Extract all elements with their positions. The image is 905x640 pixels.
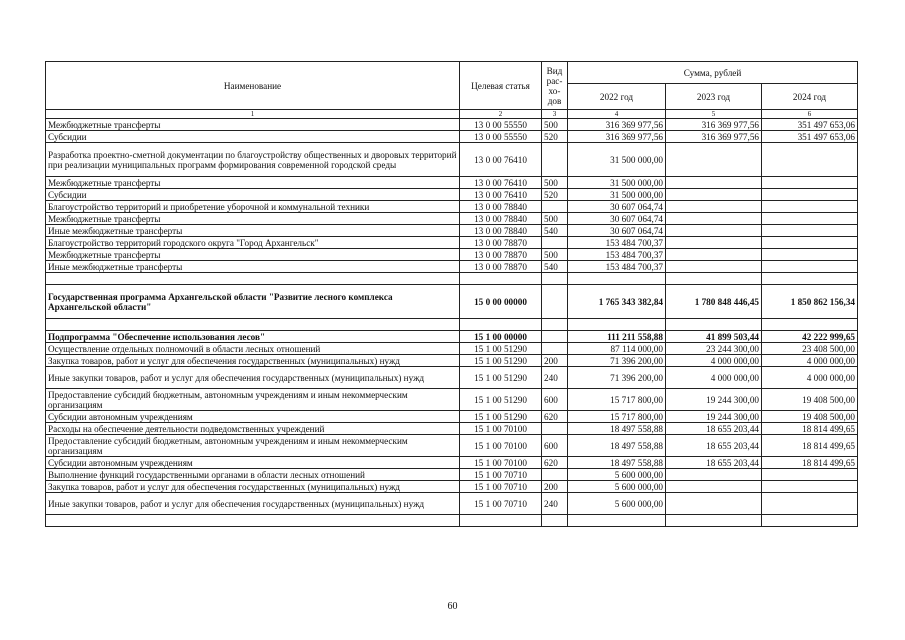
col-number-6: 6: [762, 110, 858, 119]
cell-vid: [542, 469, 568, 481]
cell-name: [46, 273, 460, 285]
table-row: [46, 457, 858, 469]
cell-name: Подпрограмма "Обеспечение использования лесов": [46, 331, 460, 343]
cell-code: 13 0 00 76410: [460, 177, 542, 189]
cell-s2024: 19 408 500,00: [762, 389, 858, 411]
col-number-5: 5: [666, 110, 762, 119]
cell-name: Выполнение функций государственными органами в области лесных отношений: [46, 469, 460, 481]
table-row: [46, 189, 858, 201]
cell-s2022: 30 607 064,74: [568, 213, 666, 225]
cell-s2022: 18 497 558,88: [568, 423, 666, 435]
cell-s2024: [762, 189, 858, 201]
cell-vid: 200: [542, 481, 568, 493]
cell-code: 13 0 00 78870: [460, 237, 542, 249]
cell-s2023: 4 000 000,00: [666, 355, 762, 367]
cell-s2023: [666, 319, 762, 331]
cell-s2022: 5 600 000,00: [568, 481, 666, 493]
cell-name: Государственная программа Архангельской области "Развитие лесного комплекса Архангельской области": [46, 285, 460, 319]
cell-vid: [542, 143, 568, 177]
cell-code: 15 1 00 70710: [460, 469, 542, 481]
col-header-2023: 2023 год: [666, 84, 762, 110]
cell-vid: [542, 423, 568, 435]
cell-s2022: 18 497 558,88: [568, 457, 666, 469]
cell-s2024: [762, 319, 858, 331]
cell-s2022: 71 396 200,00: [568, 355, 666, 367]
cell-name: Иные межбюджетные трансферты: [46, 261, 460, 273]
col-number-2: 2: [460, 110, 542, 119]
col-number-1: 1: [46, 110, 460, 119]
col-header-article: Целевая статья: [460, 62, 542, 110]
cell-s2023: [666, 201, 762, 213]
cell-name: [46, 515, 460, 527]
table-row: [46, 389, 858, 411]
cell-s2023: [666, 143, 762, 177]
cell-vid: [542, 319, 568, 331]
cell-code: 13 0 00 55550: [460, 131, 542, 143]
cell-name: Иные закупки товаров, работ и услуг для обеспечения государственных (муниципальных) нужд: [46, 367, 460, 389]
cell-code: 15 1 00 00000: [460, 331, 542, 343]
cell-s2022: 5 600 000,00: [568, 469, 666, 481]
cell-s2023: 18 655 203,44: [666, 423, 762, 435]
cell-s2024: 18 814 499,65: [762, 457, 858, 469]
cell-s2024: 1 850 862 156,34: [762, 285, 858, 319]
cell-s2024: [762, 213, 858, 225]
cell-s2024: 351 497 653,06: [762, 131, 858, 143]
cell-s2024: [762, 469, 858, 481]
cell-s2024: [762, 177, 858, 189]
cell-vid: 620: [542, 411, 568, 423]
cell-name: Предоставление субсидий бюджетным, автономным учреждениям и иным некоммерческим организациям: [46, 435, 460, 457]
cell-vid: 520: [542, 131, 568, 143]
cell-name: Благоустройство территорий городского округа "Город Архангельск": [46, 237, 460, 249]
cell-vid: 620: [542, 457, 568, 469]
cell-code: [460, 273, 542, 285]
cell-s2024: 19 408 500,00: [762, 411, 858, 423]
cell-s2023: 23 244 300,00: [666, 343, 762, 355]
table-row: [46, 411, 858, 423]
header-row-1: [46, 62, 858, 84]
budget-table: [45, 61, 858, 527]
cell-s2022: 5 600 000,00: [568, 493, 666, 515]
cell-name: Иные закупки товаров, работ и услуг для обеспечения государственных (муниципальных) нужд: [46, 493, 460, 515]
table-row: [46, 435, 858, 457]
cell-code: 13 0 00 78840: [460, 201, 542, 213]
cell-code: 15 1 00 70100: [460, 435, 542, 457]
cell-code: 13 0 00 76410: [460, 189, 542, 201]
cell-vid: [542, 331, 568, 343]
cell-code: [460, 319, 542, 331]
page-number: 60: [447, 601, 458, 612]
cell-s2022: 71 396 200,00: [568, 367, 666, 389]
cell-s2023: 316 369 977,56: [666, 131, 762, 143]
cell-s2024: 18 814 499,65: [762, 435, 858, 457]
col-header-name: Наименование: [46, 62, 460, 110]
table-row: [46, 331, 858, 343]
cell-s2024: [762, 225, 858, 237]
cell-s2022: 31 500 000,00: [568, 189, 666, 201]
table-row: [46, 343, 858, 355]
table-row: [46, 319, 858, 331]
cell-name: Расходы на обеспечение деятельности подведомственных учреждений: [46, 423, 460, 435]
cell-vid: 540: [542, 261, 568, 273]
cell-vid: [542, 201, 568, 213]
cell-name: Иные межбюджетные трансферты: [46, 225, 460, 237]
cell-s2022: 31 500 000,00: [568, 143, 666, 177]
cell-s2024: 18 814 499,65: [762, 423, 858, 435]
table-row: [46, 515, 858, 527]
table-row: [46, 225, 858, 237]
cell-s2024: [762, 515, 858, 527]
col-header-2024: 2024 год: [762, 84, 858, 110]
col-number-3: 3: [542, 110, 568, 119]
cell-name: Разработка проектно-сметной документации по благоустройству общественных и дворовых территорий при реализации муниципальных программ формирования современной городской среды: [46, 143, 460, 177]
cell-s2023: 41 899 503,44: [666, 331, 762, 343]
cell-s2023: 19 244 300,00: [666, 411, 762, 423]
cell-code: 13 0 00 76410: [460, 143, 542, 177]
cell-code: 15 1 00 70100: [460, 457, 542, 469]
cell-s2022: [568, 515, 666, 527]
cell-s2023: [666, 493, 762, 515]
col-header-2022: 2022 год: [568, 84, 666, 110]
cell-name: Субсидии автономным учреждениям: [46, 457, 460, 469]
cell-vid: [542, 273, 568, 285]
cell-s2022: 31 500 000,00: [568, 177, 666, 189]
cell-code: 15 1 00 51290: [460, 367, 542, 389]
table-row: [46, 285, 858, 319]
table-row: [46, 273, 858, 285]
cell-vid: [542, 515, 568, 527]
cell-s2023: 19 244 300,00: [666, 389, 762, 411]
cell-s2023: [666, 261, 762, 273]
cell-vid: [542, 237, 568, 249]
cell-s2024: [762, 481, 858, 493]
cell-s2023: 316 369 977,56: [666, 119, 762, 131]
cell-name: Осуществление отдельных полномочий в области лесных отношений: [46, 343, 460, 355]
cell-s2024: [762, 493, 858, 515]
table-row: [46, 201, 858, 213]
cell-s2022: 111 211 558,88: [568, 331, 666, 343]
table-row: [46, 237, 858, 249]
cell-s2023: 1 780 848 446,45: [666, 285, 762, 319]
cell-vid: 500: [542, 249, 568, 261]
cell-code: 15 1 00 51290: [460, 389, 542, 411]
cell-s2023: [666, 213, 762, 225]
cell-name: Субсидии: [46, 131, 460, 143]
cell-code: 13 0 00 78870: [460, 261, 542, 273]
cell-s2023: [666, 515, 762, 527]
cell-s2024: [762, 261, 858, 273]
cell-s2022: 87 114 000,00: [568, 343, 666, 355]
table-row: [46, 493, 858, 515]
cell-vid: 240: [542, 367, 568, 389]
cell-name: [46, 319, 460, 331]
cell-s2023: 18 655 203,44: [666, 457, 762, 469]
cell-s2022: 30 607 064,74: [568, 225, 666, 237]
cell-name: Закупка товаров, работ и услуг для обеспечения государственных (муниципальных) нужд: [46, 355, 460, 367]
cell-vid: 240: [542, 493, 568, 515]
cell-code: 13 0 00 78840: [460, 225, 542, 237]
cell-s2022: 316 369 977,56: [568, 119, 666, 131]
cell-vid: 500: [542, 177, 568, 189]
cell-s2024: 23 408 500,00: [762, 343, 858, 355]
cell-s2022: [568, 319, 666, 331]
cell-s2023: [666, 237, 762, 249]
table-row: [46, 143, 858, 177]
cell-s2023: [666, 189, 762, 201]
col-header-sum: Сумма, рублей: [568, 62, 858, 84]
cell-s2024: [762, 237, 858, 249]
cell-s2022: 153 484 700,37: [568, 249, 666, 261]
col-header-vid: Вид рас-хо-дов: [542, 62, 568, 110]
cell-s2023: [666, 469, 762, 481]
cell-s2022: 153 484 700,37: [568, 261, 666, 273]
cell-name: Субсидии: [46, 189, 460, 201]
cell-s2024: 42 222 999,65: [762, 331, 858, 343]
cell-s2024: 351 497 653,06: [762, 119, 858, 131]
cell-vid: 600: [542, 435, 568, 457]
cell-vid: [542, 285, 568, 319]
cell-name: Благоустройство территорий и приобретение уборочной и коммунальной техники: [46, 201, 460, 213]
cell-name: Межбюджетные трансферты: [46, 213, 460, 225]
cell-name: Субсидии автономным учреждениям: [46, 411, 460, 423]
cell-s2023: 18 655 203,44: [666, 435, 762, 457]
table-row: [46, 423, 858, 435]
cell-vid: 200: [542, 355, 568, 367]
cell-code: 15 0 00 00000: [460, 285, 542, 319]
cell-s2023: [666, 249, 762, 261]
cell-s2023: [666, 225, 762, 237]
cell-s2024: 4 000 000,00: [762, 367, 858, 389]
cell-s2024: [762, 201, 858, 213]
table-row: [46, 481, 858, 493]
cell-s2023: [666, 481, 762, 493]
table-row: [46, 177, 858, 189]
cell-code: 13 0 00 78840: [460, 213, 542, 225]
cell-vid: 540: [542, 225, 568, 237]
cell-code: 15 1 00 51290: [460, 411, 542, 423]
table-row: [46, 367, 858, 389]
cell-s2023: 4 000 000,00: [666, 367, 762, 389]
cell-vid: 600: [542, 389, 568, 411]
cell-s2022: 15 717 800,00: [568, 389, 666, 411]
cell-vid: 500: [542, 119, 568, 131]
cell-s2022: [568, 273, 666, 285]
table-row: [46, 249, 858, 261]
cell-code: 15 1 00 70100: [460, 423, 542, 435]
column-number-row: [46, 110, 858, 119]
cell-s2024: 4 000 000,00: [762, 355, 858, 367]
cell-name: Межбюджетные трансферты: [46, 119, 460, 131]
table-row: [46, 119, 858, 131]
table-row: [46, 213, 858, 225]
table-row: [46, 355, 858, 367]
table-row: [46, 261, 858, 273]
cell-code: 15 1 00 51290: [460, 343, 542, 355]
cell-s2022: 1 765 343 382,84: [568, 285, 666, 319]
cell-vid: [542, 343, 568, 355]
cell-s2024: [762, 249, 858, 261]
cell-s2022: 18 497 558,88: [568, 435, 666, 457]
cell-name: Межбюджетные трансферты: [46, 249, 460, 261]
table-row: [46, 131, 858, 143]
cell-s2023: [666, 273, 762, 285]
cell-s2024: [762, 273, 858, 285]
cell-code: 15 1 00 51290: [460, 355, 542, 367]
col-number-4: 4: [568, 110, 666, 119]
cell-s2022: 153 484 700,37: [568, 237, 666, 249]
cell-code: 15 1 00 70710: [460, 493, 542, 515]
cell-s2024: [762, 143, 858, 177]
cell-vid: 520: [542, 189, 568, 201]
cell-code: 13 0 00 78870: [460, 249, 542, 261]
cell-s2022: 30 607 064,74: [568, 201, 666, 213]
cell-vid: 500: [542, 213, 568, 225]
cell-name: Закупка товаров, работ и услуг для обеспечения государственных (муниципальных) нужд: [46, 481, 460, 493]
cell-name: Предоставление субсидий бюджетным, автономным учреждениям и иным некоммерческим организациям: [46, 389, 460, 411]
cell-code: 15 1 00 70710: [460, 481, 542, 493]
cell-s2022: 15 717 800,00: [568, 411, 666, 423]
cell-name: Межбюджетные трансферты: [46, 177, 460, 189]
cell-s2022: 316 369 977,56: [568, 131, 666, 143]
table-row: [46, 469, 858, 481]
cell-s2023: [666, 177, 762, 189]
cell-code: [460, 515, 542, 527]
cell-code: 13 0 00 55550: [460, 119, 542, 131]
